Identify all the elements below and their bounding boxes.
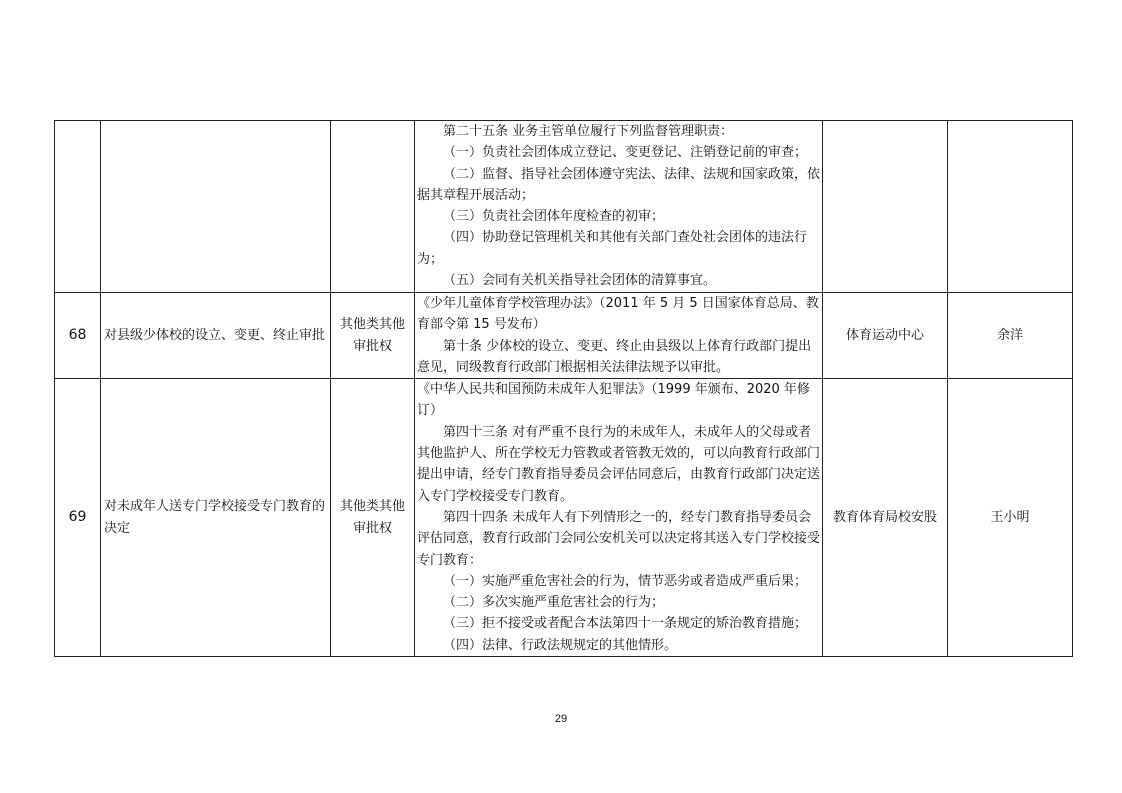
- basis-paragraph: 第四十三条 对有严重不良行为的未成年人，未成年人的父母或者其他监护人、所在学校无力管教或者管教无效的，可以向教育行政部门提出申请，经专门教育指导委员会评估同意后，由教育行政部门决定送入专门学校接受专门教育。: [417, 424, 821, 504]
- category-cell: [331, 121, 415, 293]
- row-number-cell: 69: [55, 379, 101, 657]
- person-cell: [948, 121, 1073, 293]
- legal-basis-cell: [415, 121, 823, 293]
- row-number-cell: [55, 121, 101, 293]
- person-cell: 王小明: [948, 379, 1073, 657]
- basis-paragraph: （三）拒不接受或者配合本法第四十一条规定的矫治教育措施；: [443, 616, 808, 632]
- basis-paragraph: 第四十四条 未成年人有下列情形之一的，经专门教育指导委员会评估同意，教育行政部门会同公安机关可以决定将其送入专门学校接受专门教育：: [417, 509, 821, 568]
- basis-paragraph: 《中华人民共和国预防未成年人犯罪法》（1999 年颁布、2020 年修订）: [417, 382, 810, 419]
- table-row: [55, 293, 1073, 379]
- legal-basis-cell: [415, 293, 823, 379]
- category-cell: 其他类其他审批权: [331, 293, 415, 379]
- basis-paragraph: （四）协助登记管理机关和其他有关部门查处社会团体的违法行为；: [417, 230, 808, 267]
- department-cell: 体育运动中心: [823, 293, 948, 379]
- basis-paragraph: 第二十五条 业务主管单位履行下列监督管理职责：: [443, 124, 734, 139]
- document-table-wrapper: [54, 120, 1072, 657]
- department-cell: 教育体育局校安股: [823, 379, 948, 657]
- legal-basis-cell: [415, 379, 823, 657]
- approval-items-table: [54, 120, 1073, 657]
- basis-paragraph: 《少年儿童体育学校管理办法》（2011 年 5 月 5 日国家体育总局、教育部令第 15 号发布）: [417, 296, 819, 333]
- person-cell: 余洋: [948, 293, 1073, 379]
- item-name-cell: 对未成年人送专门学校接受专门教育的决定: [101, 379, 331, 657]
- row-number-cell: 68: [55, 293, 101, 379]
- basis-paragraph: 第十条 少体校的设立、变更、终止由县级以上体育行政部门提出意见，同级教育行政部门根据相关法律法规予以审批。: [417, 338, 812, 375]
- table-row: [55, 121, 1073, 293]
- table-row: [55, 379, 1073, 657]
- basis-paragraph: （四）法律、行政法规规定的其他情形。: [443, 637, 678, 653]
- basis-paragraph: （三）负责社会团体年度检查的初审；: [443, 209, 665, 225]
- department-cell: [823, 121, 948, 293]
- page-number: 29: [554, 713, 568, 725]
- item-name-cell: [101, 121, 331, 293]
- item-name-cell: 对县级少体校的设立、变更、终止审批: [101, 293, 331, 379]
- basis-paragraph: （二）多次实施严重危害社会的行为；: [443, 595, 665, 611]
- category-cell: 其他类其他审批权: [331, 379, 415, 657]
- basis-paragraph: （一）实施严重危害社会的行为，情节恶劣或者造成严重后果；: [443, 573, 808, 589]
- basis-paragraph: （一）负责社会团体成立登记、变更登记、注销登记前的审查；: [443, 145, 808, 161]
- basis-paragraph: （五）会同有关机关指导社会团体的清算事宜。: [443, 273, 717, 289]
- basis-paragraph: （二）监督、指导社会团体遵守宪法、法律、法规和国家政策，依据其章程开展活动；: [417, 166, 821, 203]
